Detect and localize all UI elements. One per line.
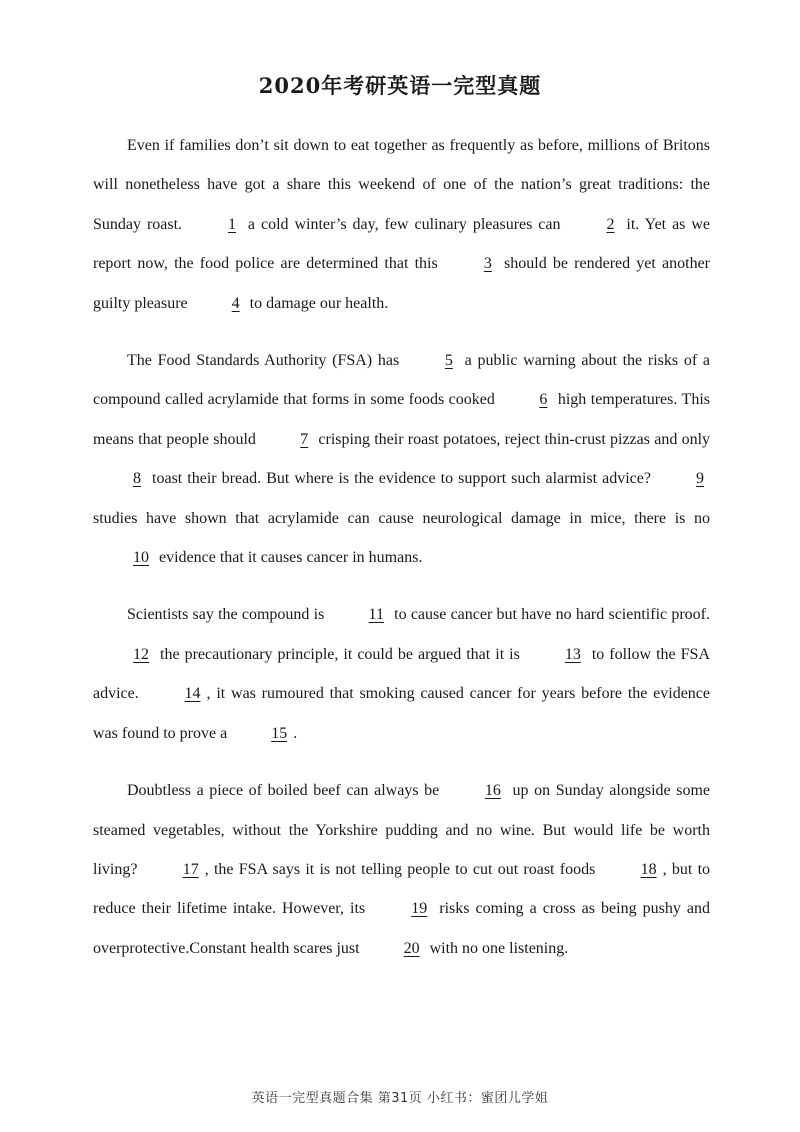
text-run: should be rendered yet another guilty pleasure — [93, 255, 711, 312]
blank-6: 6 — [539, 391, 548, 409]
text-run: studies have shown that acrylamide can cause neurological damage in mice, there is no — [93, 509, 710, 527]
text-run: it. Yet as we report now, the food police are determined that this — [93, 215, 710, 273]
blank-3: 3 — [483, 255, 492, 273]
blank-15: 15 — [271, 724, 288, 742]
text-run: high temperatures. This means that people should — [93, 391, 711, 448]
text-run: . — [293, 724, 298, 742]
text-run: evidence that it causes cancer in humans. — [155, 549, 423, 567]
text-run: risks coming a cross as being pushy and overprotective.Constant health scares just — [93, 900, 711, 957]
blank-16: 16 — [484, 782, 501, 800]
text-run: a cold winter’s day, few culinary pleasures can — [241, 215, 567, 233]
blank-7: 7 — [300, 430, 309, 448]
text-run: The Food Standards Authority (FSA) has — [127, 352, 405, 370]
text-run: , the FSA says it is not telling people to cut out roast foods — [204, 860, 601, 878]
paragraph — [93, 595, 710, 753]
blank-18: 18 — [640, 860, 657, 878]
text-run: Scientists say the compound is — [127, 606, 329, 624]
text-run: Even if families don’t sit down to eat together as frequently as before, millions of Britons will nonetheless have got a share this weekend of one of the nation’s great traditions: the Sunday roast. — [93, 137, 710, 233]
cloze-passage — [93, 126, 710, 986]
blank-19: 19 — [411, 900, 428, 918]
text-run: to cause cancer but have no hard scientific proof. — [389, 606, 710, 624]
blank-12: 12 — [133, 645, 149, 663]
paragraph — [93, 126, 710, 323]
text-run: to follow the FSA advice. — [93, 645, 711, 703]
text-run: toast their bread. But where is the evidence to support such alarmist advice? — [147, 470, 656, 488]
text-run: up on Sunday alongside some steamed vegetables, without the Yorkshire pudding and no wine. But would life be worth living? — [93, 782, 711, 878]
blank-13: 13 — [564, 645, 581, 663]
blank-1: 1 — [227, 215, 236, 233]
blank-14: 14 — [184, 685, 201, 703]
text-run: , it was rumoured that smoking caused cancer for years before the evidence was found to prove a — [93, 685, 711, 742]
blank-10: 10 — [133, 549, 149, 567]
page-footer: 英语一完型真题合集 第31页 小红书：蜜团儿学姐 — [251, 1091, 549, 1106]
text-run: , but to reduce their lifetime intake. However, its — [93, 860, 711, 918]
text-run: to damage our health. — [245, 294, 389, 312]
text-run: crisping their roast potatoes, reject thin-crust pizzas and only — [314, 430, 711, 448]
text-run: the precautionary principle, it could be argued that it is — [155, 645, 525, 663]
blank-2: 2 — [606, 215, 615, 233]
text-run: a public warning about the risks of a compound called acrylamide that forms in some foods cooked — [93, 352, 710, 409]
blank-5: 5 — [444, 352, 453, 370]
paragraph — [93, 341, 710, 577]
blank-8: 8 — [133, 470, 141, 488]
blank-4: 4 — [231, 294, 240, 312]
blank-17: 17 — [182, 860, 199, 878]
blank-11: 11 — [368, 606, 384, 624]
page-title: 2020年考研英语一完型真题 — [258, 73, 542, 98]
paragraph — [93, 771, 710, 968]
blank-9: 9 — [696, 470, 704, 488]
blank-20: 20 — [403, 939, 420, 957]
text-run: with no one listening. — [425, 939, 569, 957]
text-run: Doubtless a piece of boiled beef can always be — [127, 782, 445, 800]
